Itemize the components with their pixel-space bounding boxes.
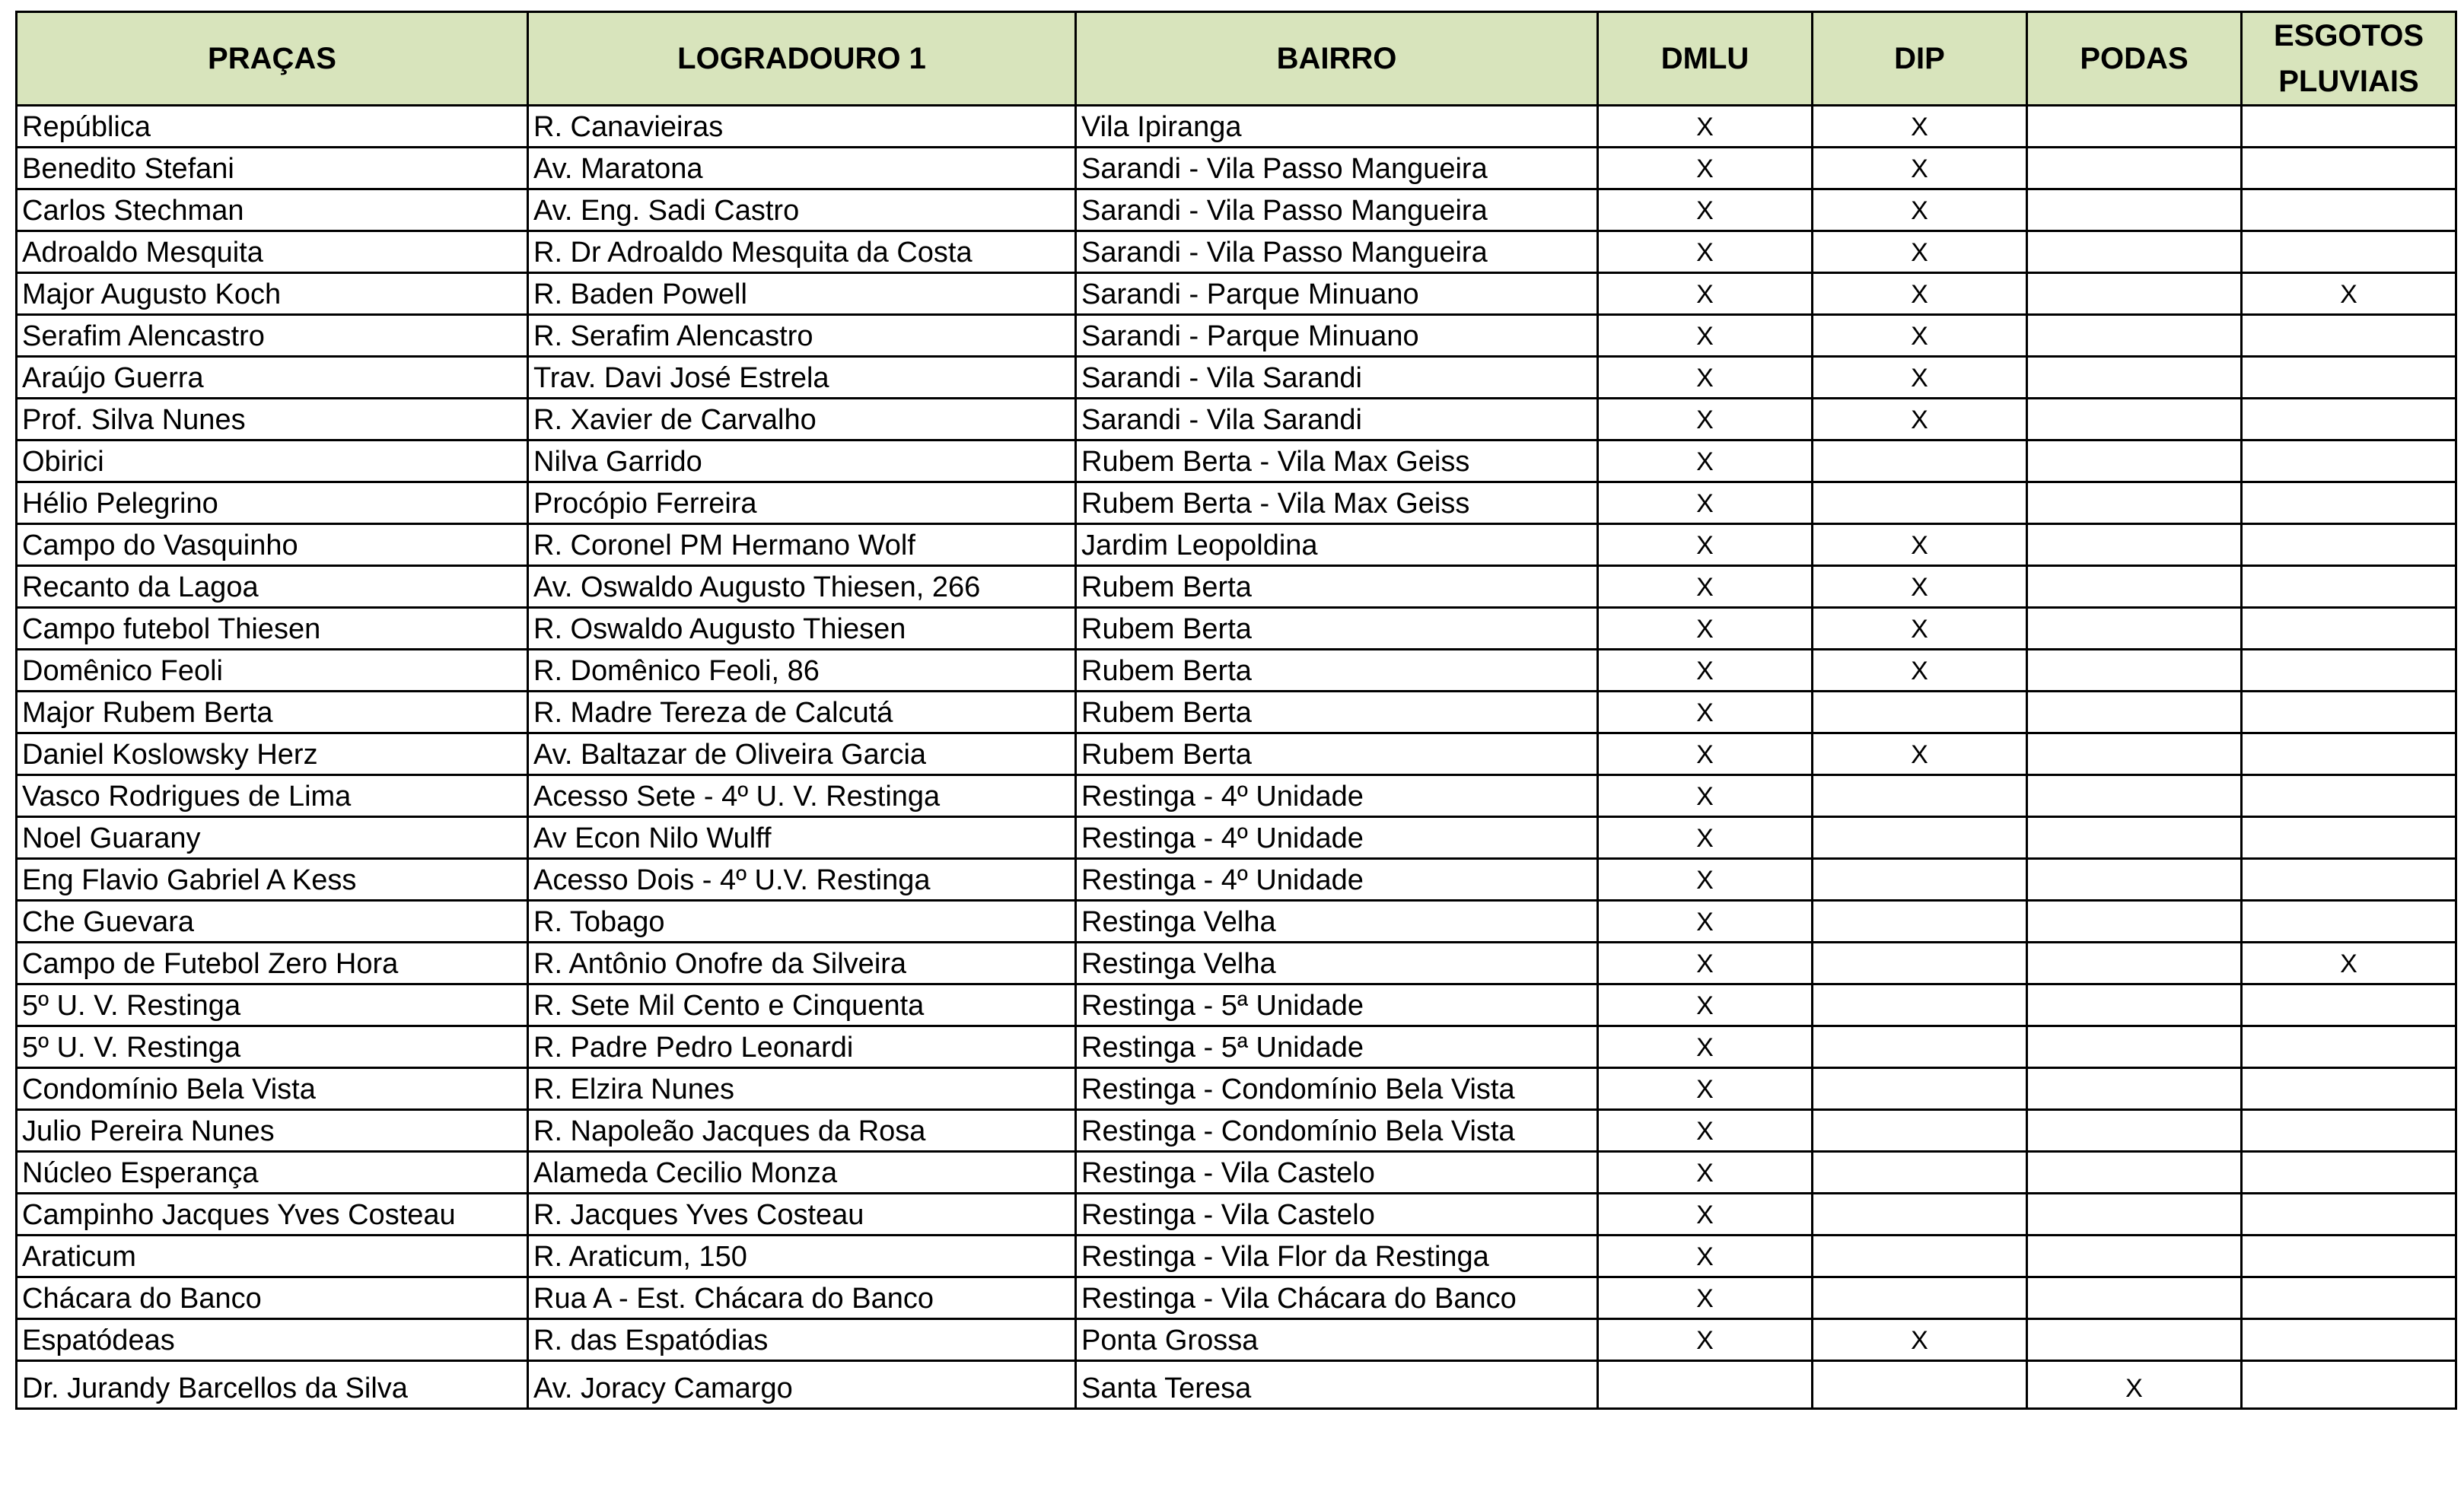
cell-logradouro[interactable]: Rua A - Est. Chácara do Banco [528, 1277, 1076, 1319]
table-header [17, 12, 2456, 106]
cell-bairro[interactable]: Sarandi - Vila Sarandi [1076, 399, 1598, 440]
cell-podas[interactable] [2027, 524, 2242, 566]
cell-esgotos[interactable] [2242, 1110, 2456, 1152]
cell-praca[interactable]: Benedito Stefani [17, 148, 528, 189]
cell-bairro[interactable]: Rubem Berta - Vila Max Geiss [1076, 482, 1598, 524]
cell-podas[interactable] [2027, 1194, 2242, 1236]
cell-esgotos[interactable] [2242, 984, 2456, 1026]
cell-esgotos[interactable] [2242, 315, 2456, 357]
table-row [17, 1236, 2456, 1277]
cell-dmlu[interactable]: X [1598, 231, 1813, 273]
cell-podas[interactable] [2027, 1026, 2242, 1068]
cell-podas[interactable] [2027, 859, 2242, 901]
cell-podas[interactable] [2027, 357, 2242, 399]
header-pracas: PRAÇAS [17, 12, 528, 106]
cell-logradouro[interactable]: R. Antônio Onofre da Silveira [528, 943, 1076, 984]
table-row [17, 357, 2456, 399]
cell-praca[interactable]: Julio Pereira Nunes [17, 1110, 528, 1152]
cell-bairro[interactable]: Santa Teresa [1076, 1361, 1598, 1409]
cell-bairro[interactable]: Restinga - Vila Castelo [1076, 1194, 1598, 1236]
cell-dip[interactable]: X [1813, 399, 2027, 440]
cell-praca[interactable]: Adroaldo Mesquita [17, 231, 528, 273]
cell-praca[interactable]: Condomínio Bela Vista [17, 1068, 528, 1110]
cell-praca[interactable]: Hélio Pelegrino [17, 482, 528, 524]
cell-esgotos[interactable] [2242, 566, 2456, 608]
cell-podas[interactable] [2027, 817, 2242, 859]
cell-dmlu[interactable]: X [1598, 399, 1813, 440]
cell-dmlu[interactable]: X [1598, 524, 1813, 566]
cell-logradouro[interactable]: Acesso Sete - 4º U. V. Restinga [528, 775, 1076, 817]
cell-dmlu[interactable]: X [1598, 608, 1813, 650]
cell-dip[interactable]: X [1813, 357, 2027, 399]
cell-dip[interactable] [1813, 1026, 2027, 1068]
cell-dip[interactable]: X [1813, 148, 2027, 189]
cell-dip[interactable]: X [1813, 524, 2027, 566]
table-row [17, 1194, 2456, 1236]
cell-esgotos[interactable] [2242, 733, 2456, 775]
cell-praca[interactable]: Campo de Futebol Zero Hora [17, 943, 528, 984]
cell-praca[interactable]: Dr. Jurandy Barcellos da Silva [17, 1361, 528, 1409]
cell-esgotos[interactable] [2242, 106, 2456, 148]
table-row [17, 692, 2456, 733]
cell-esgotos[interactable]: X [2242, 273, 2456, 315]
cell-esgotos[interactable] [2242, 1361, 2456, 1409]
cell-logradouro[interactable]: R. Tobago [528, 901, 1076, 943]
cell-dip[interactable] [1813, 1277, 2027, 1319]
header-dmlu: DMLU [1598, 12, 1813, 106]
cell-logradouro[interactable]: Alameda Cecilio Monza [528, 1152, 1076, 1194]
cell-bairro[interactable]: Restinga - 5ª Unidade [1076, 984, 1598, 1026]
table-row [17, 148, 2456, 189]
cell-esgotos[interactable] [2242, 859, 2456, 901]
table-row [17, 817, 2456, 859]
cell-praca[interactable]: Obirici [17, 440, 528, 482]
cell-podas[interactable] [2027, 984, 2242, 1026]
table-row [17, 1026, 2456, 1068]
header-podas: PODAS [2027, 12, 2242, 106]
cell-esgotos[interactable] [2242, 817, 2456, 859]
cell-podas[interactable] [2027, 901, 2242, 943]
cell-bairro[interactable]: Sarandi - Vila Sarandi [1076, 357, 1598, 399]
cell-dmlu[interactable]: X [1598, 482, 1813, 524]
cell-esgotos[interactable] [2242, 1236, 2456, 1277]
cell-dip[interactable] [1813, 692, 2027, 733]
cell-dip[interactable] [1813, 1194, 2027, 1236]
cell-podas[interactable] [2027, 1152, 2242, 1194]
cell-bairro[interactable]: Rubem Berta [1076, 650, 1598, 692]
table-row [17, 1068, 2456, 1110]
cell-logradouro[interactable]: R. Napoleão Jacques da Rosa [528, 1110, 1076, 1152]
cell-dmlu[interactable]: X [1598, 1319, 1813, 1361]
cell-podas[interactable] [2027, 273, 2242, 315]
cell-logradouro[interactable]: R. Xavier de Carvalho [528, 399, 1076, 440]
cell-logradouro[interactable]: Av. Oswaldo Augusto Thiesen, 266 [528, 566, 1076, 608]
cell-praca[interactable]: Eng Flavio Gabriel A Kess [17, 859, 528, 901]
cell-dip[interactable]: X [1813, 231, 2027, 273]
cell-dip[interactable]: X [1813, 1319, 2027, 1361]
cell-bairro[interactable]: Sarandi - Parque Minuano [1076, 315, 1598, 357]
cell-praca[interactable]: Major Rubem Berta [17, 692, 528, 733]
cell-dmlu[interactable]: X [1598, 1110, 1813, 1152]
cell-logradouro[interactable]: R. Araticum, 150 [528, 1236, 1076, 1277]
cell-bairro[interactable]: Restinga - Condomínio Bela Vista [1076, 1068, 1598, 1110]
cell-podas[interactable] [2027, 399, 2242, 440]
cell-podas[interactable] [2027, 315, 2242, 357]
cell-praca[interactable]: Prof. Silva Nunes [17, 399, 528, 440]
cell-podas[interactable] [2027, 650, 2242, 692]
table-row [17, 315, 2456, 357]
cell-bairro[interactable]: Restinga - 4º Unidade [1076, 817, 1598, 859]
cell-dmlu[interactable]: X [1598, 189, 1813, 231]
header-logradouro: LOGRADOURO 1 [528, 12, 1076, 106]
cell-dip[interactable]: X [1813, 273, 2027, 315]
cell-bairro[interactable]: Rubem Berta - Vila Max Geiss [1076, 440, 1598, 482]
cell-praca[interactable]: Campo futebol Thiesen [17, 608, 528, 650]
header-bairro: BAIRRO [1076, 12, 1598, 106]
table-row [17, 901, 2456, 943]
header-esgotos-pluviais [2242, 12, 2456, 106]
cell-esgotos[interactable] [2242, 1068, 2456, 1110]
cell-esgotos[interactable] [2242, 1026, 2456, 1068]
table-row [17, 566, 2456, 608]
cell-praca[interactable]: Recanto da Lagoa [17, 566, 528, 608]
spreadsheet-table [15, 11, 2457, 1410]
cell-podas[interactable] [2027, 482, 2242, 524]
cell-esgotos[interactable] [2242, 524, 2456, 566]
cell-dmlu[interactable]: X [1598, 1236, 1813, 1277]
cell-praca[interactable]: Núcleo Esperança [17, 1152, 528, 1194]
cell-dip[interactable]: X [1813, 566, 2027, 608]
cell-podas[interactable] [2027, 1236, 2242, 1277]
cell-bairro[interactable]: Jardim Leopoldina [1076, 524, 1598, 566]
cell-esgotos[interactable] [2242, 231, 2456, 273]
cell-bairro[interactable]: Vila Ipiranga [1076, 106, 1598, 148]
cell-praca[interactable]: Noel Guarany [17, 817, 528, 859]
cell-dip[interactable] [1813, 1236, 2027, 1277]
cell-esgotos[interactable] [2242, 775, 2456, 817]
cell-dmlu[interactable]: X [1598, 1194, 1813, 1236]
cell-esgotos[interactable] [2242, 1277, 2456, 1319]
cell-esgotos[interactable] [2242, 482, 2456, 524]
cell-bairro[interactable]: Restinga - 4º Unidade [1076, 775, 1598, 817]
cell-podas[interactable]: X [2027, 1361, 2242, 1409]
cell-dmlu[interactable]: X [1598, 650, 1813, 692]
cell-logradouro[interactable]: R. Jacques Yves Costeau [528, 1194, 1076, 1236]
cell-logradouro[interactable]: R. das Espatódias [528, 1319, 1076, 1361]
cell-logradouro[interactable]: Av. Eng. Sadi Castro [528, 189, 1076, 231]
table-row [17, 775, 2456, 817]
table-row [17, 943, 2456, 984]
cell-dip[interactable] [1813, 984, 2027, 1026]
cell-dmlu[interactable]: X [1598, 1068, 1813, 1110]
cell-esgotos[interactable] [2242, 440, 2456, 482]
cell-praca[interactable]: Major Augusto Koch [17, 273, 528, 315]
cell-praca[interactable]: Araticum [17, 1236, 528, 1277]
cell-praca[interactable]: Domênico Feoli [17, 650, 528, 692]
cell-dmlu[interactable]: X [1598, 1277, 1813, 1319]
cell-logradouro[interactable]: Procópio Ferreira [528, 482, 1076, 524]
cell-podas[interactable] [2027, 775, 2242, 817]
table-row [17, 399, 2456, 440]
cell-esgotos[interactable]: X [2242, 943, 2456, 984]
cell-esgotos[interactable] [2242, 148, 2456, 189]
cell-dip[interactable] [1813, 1361, 2027, 1409]
table-row [17, 1110, 2456, 1152]
cell-logradouro[interactable]: R. Canavieiras [528, 106, 1076, 148]
cell-logradouro[interactable]: Av. Maratona [528, 148, 1076, 189]
cell-dip[interactable]: X [1813, 608, 2027, 650]
cell-dip[interactable]: X [1813, 315, 2027, 357]
cell-logradouro[interactable]: R. Coronel PM Hermano Wolf [528, 524, 1076, 566]
cell-logradouro[interactable]: Trav. Davi José Estrela [528, 357, 1076, 399]
cell-esgotos[interactable] [2242, 650, 2456, 692]
cell-praca[interactable]: Campinho Jacques Yves Costeau [17, 1194, 528, 1236]
table-row [17, 1277, 2456, 1319]
cell-logradouro[interactable]: R. Oswaldo Augusto Thiesen [528, 608, 1076, 650]
cell-bairro[interactable]: Restinga - Vila Castelo [1076, 1152, 1598, 1194]
cell-podas[interactable] [2027, 943, 2242, 984]
cell-logradouro[interactable]: R. Baden Powell [528, 273, 1076, 315]
cell-dmlu[interactable]: X [1598, 859, 1813, 901]
cell-praca[interactable]: 5º U. V. Restinga [17, 984, 528, 1026]
cell-podas[interactable] [2027, 106, 2242, 148]
cell-praca[interactable]: Chácara do Banco [17, 1277, 528, 1319]
cell-bairro[interactable]: Restinga - Condomínio Bela Vista [1076, 1110, 1598, 1152]
cell-bairro[interactable]: Restinga - 4º Unidade [1076, 859, 1598, 901]
cell-dmlu[interactable]: X [1598, 984, 1813, 1026]
cell-bairro[interactable]: Restinga - Vila Chácara do Banco [1076, 1277, 1598, 1319]
cell-podas[interactable] [2027, 440, 2242, 482]
cell-bairro[interactable]: Rubem Berta [1076, 566, 1598, 608]
cell-podas[interactable] [2027, 148, 2242, 189]
cell-logradouro[interactable]: R. Elzira Nunes [528, 1068, 1076, 1110]
cell-dmlu[interactable]: X [1598, 357, 1813, 399]
table-row [17, 440, 2456, 482]
cell-dip[interactable] [1813, 859, 2027, 901]
cell-dip[interactable] [1813, 482, 2027, 524]
cell-logradouro[interactable]: R. Serafim Alencastro [528, 315, 1076, 357]
cell-bairro[interactable]: Rubem Berta [1076, 733, 1598, 775]
table-row [17, 859, 2456, 901]
cell-logradouro[interactable]: R. Domênico Feoli, 86 [528, 650, 1076, 692]
cell-dip[interactable] [1813, 1152, 2027, 1194]
cell-praca[interactable]: Campo do Vasquinho [17, 524, 528, 566]
cell-dip[interactable] [1813, 943, 2027, 984]
cell-dmlu[interactable]: X [1598, 566, 1813, 608]
cell-dip[interactable]: X [1813, 650, 2027, 692]
cell-bairro[interactable]: Rubem Berta [1076, 608, 1598, 650]
cell-podas[interactable] [2027, 1110, 2242, 1152]
cell-podas[interactable] [2027, 189, 2242, 231]
cell-dmlu[interactable]: X [1598, 273, 1813, 315]
cell-dmlu[interactable]: X [1598, 943, 1813, 984]
cell-dmlu[interactable]: X [1598, 106, 1813, 148]
cell-logradouro[interactable]: Av Econ Nilo Wulff [528, 817, 1076, 859]
cell-bairro[interactable]: Restinga Velha [1076, 943, 1598, 984]
cell-esgotos[interactable] [2242, 692, 2456, 733]
cell-esgotos[interactable] [2242, 189, 2456, 231]
cell-podas[interactable] [2027, 231, 2242, 273]
cell-logradouro[interactable]: R. Padre Pedro Leonardi [528, 1026, 1076, 1068]
cell-dmlu[interactable]: X [1598, 315, 1813, 357]
table-row [17, 524, 2456, 566]
cell-praca[interactable]: Vasco Rodrigues de Lima [17, 775, 528, 817]
cell-dmlu[interactable]: X [1598, 817, 1813, 859]
cell-dmlu[interactable]: X [1598, 733, 1813, 775]
table-body [17, 106, 2456, 1409]
cell-bairro[interactable]: Restinga - 5ª Unidade [1076, 1026, 1598, 1068]
cell-bairro[interactable]: Rubem Berta [1076, 692, 1598, 733]
cell-praca[interactable]: 5º U. V. Restinga [17, 1026, 528, 1068]
cell-esgotos[interactable] [2242, 901, 2456, 943]
cell-logradouro[interactable]: R. Madre Tereza de Calcutá [528, 692, 1076, 733]
cell-podas[interactable] [2027, 566, 2242, 608]
table-row [17, 106, 2456, 148]
cell-dip[interactable] [1813, 817, 2027, 859]
cell-dmlu[interactable]: X [1598, 901, 1813, 943]
table-row [17, 608, 2456, 650]
cell-praca[interactable]: Carlos Stechman [17, 189, 528, 231]
cell-logradouro[interactable]: R. Sete Mil Cento e Cinquenta [528, 984, 1076, 1026]
cell-bairro[interactable]: Ponta Grossa [1076, 1319, 1598, 1361]
cell-bairro[interactable]: Restinga - Vila Flor da Restinga [1076, 1236, 1598, 1277]
cell-podas[interactable] [2027, 1068, 2242, 1110]
cell-dip[interactable] [1813, 901, 2027, 943]
cell-dip[interactable] [1813, 440, 2027, 482]
cell-dmlu[interactable]: X [1598, 1026, 1813, 1068]
cell-praca[interactable]: Daniel Koslowsky Herz [17, 733, 528, 775]
cell-dip[interactable] [1813, 775, 2027, 817]
cell-dmlu[interactable]: X [1598, 440, 1813, 482]
table-row [17, 1152, 2456, 1194]
cell-podas[interactable] [2027, 1319, 2242, 1361]
cell-bairro[interactable]: Sarandi - Parque Minuano [1076, 273, 1598, 315]
cell-bairro[interactable]: Restinga Velha [1076, 901, 1598, 943]
cell-dmlu[interactable]: X [1598, 1152, 1813, 1194]
cell-dip[interactable] [1813, 1068, 2027, 1110]
table-row [17, 482, 2456, 524]
table-row [17, 1319, 2456, 1361]
cell-logradouro[interactable]: Acesso Dois - 4º U.V. Restinga [528, 859, 1076, 901]
cell-dmlu[interactable]: X [1598, 775, 1813, 817]
cell-logradouro[interactable]: Av. Baltazar de Oliveira Garcia [528, 733, 1076, 775]
cell-esgotos[interactable] [2242, 1319, 2456, 1361]
cell-dip[interactable] [1813, 1110, 2027, 1152]
table-row [17, 273, 2456, 315]
cell-bairro[interactable]: Sarandi - Vila Passo Mangueira [1076, 148, 1598, 189]
cell-bairro[interactable]: Sarandi - Vila Passo Mangueira [1076, 189, 1598, 231]
header-dip: DIP [1813, 12, 2027, 106]
table-row [17, 231, 2456, 273]
cell-praca[interactable]: Espatódeas [17, 1319, 528, 1361]
cell-praca[interactable]: Che Guevara [17, 901, 528, 943]
cell-esgotos[interactable] [2242, 399, 2456, 440]
cell-podas[interactable] [2027, 692, 2242, 733]
cell-podas[interactable] [2027, 608, 2242, 650]
cell-logradouro[interactable]: R. Dr Adroaldo Mesquita da Costa [528, 231, 1076, 273]
cell-praca[interactable]: Araújo Guerra [17, 357, 528, 399]
cell-dip[interactable]: X [1813, 189, 2027, 231]
cell-esgotos[interactable] [2242, 608, 2456, 650]
cell-praca[interactable]: República [17, 106, 528, 148]
cell-praca[interactable]: Serafim Alencastro [17, 315, 528, 357]
cell-logradouro[interactable]: Nilva Garrido [528, 440, 1076, 482]
header-row [17, 12, 2456, 106]
cell-dmlu[interactable]: X [1598, 692, 1813, 733]
cell-podas[interactable] [2027, 1277, 2242, 1319]
cell-esgotos[interactable] [2242, 1194, 2456, 1236]
table-row [17, 984, 2456, 1026]
cell-esgotos[interactable] [2242, 1152, 2456, 1194]
table-row [17, 733, 2456, 775]
cell-dip[interactable]: X [1813, 106, 2027, 148]
cell-dip[interactable]: X [1813, 733, 2027, 775]
header-esgotos-label: ESGOTOS PLUVIAIS [2273, 19, 2424, 98]
table-row [17, 650, 2456, 692]
cell-dmlu[interactable]: X [1598, 148, 1813, 189]
cell-logradouro[interactable]: Av. Joracy Camargo [528, 1361, 1076, 1409]
table-row [17, 1361, 2456, 1409]
cell-dmlu[interactable] [1598, 1361, 1813, 1409]
cell-podas[interactable] [2027, 733, 2242, 775]
table-row [17, 189, 2456, 231]
cell-bairro[interactable]: Sarandi - Vila Passo Mangueira [1076, 231, 1598, 273]
cell-esgotos[interactable] [2242, 357, 2456, 399]
